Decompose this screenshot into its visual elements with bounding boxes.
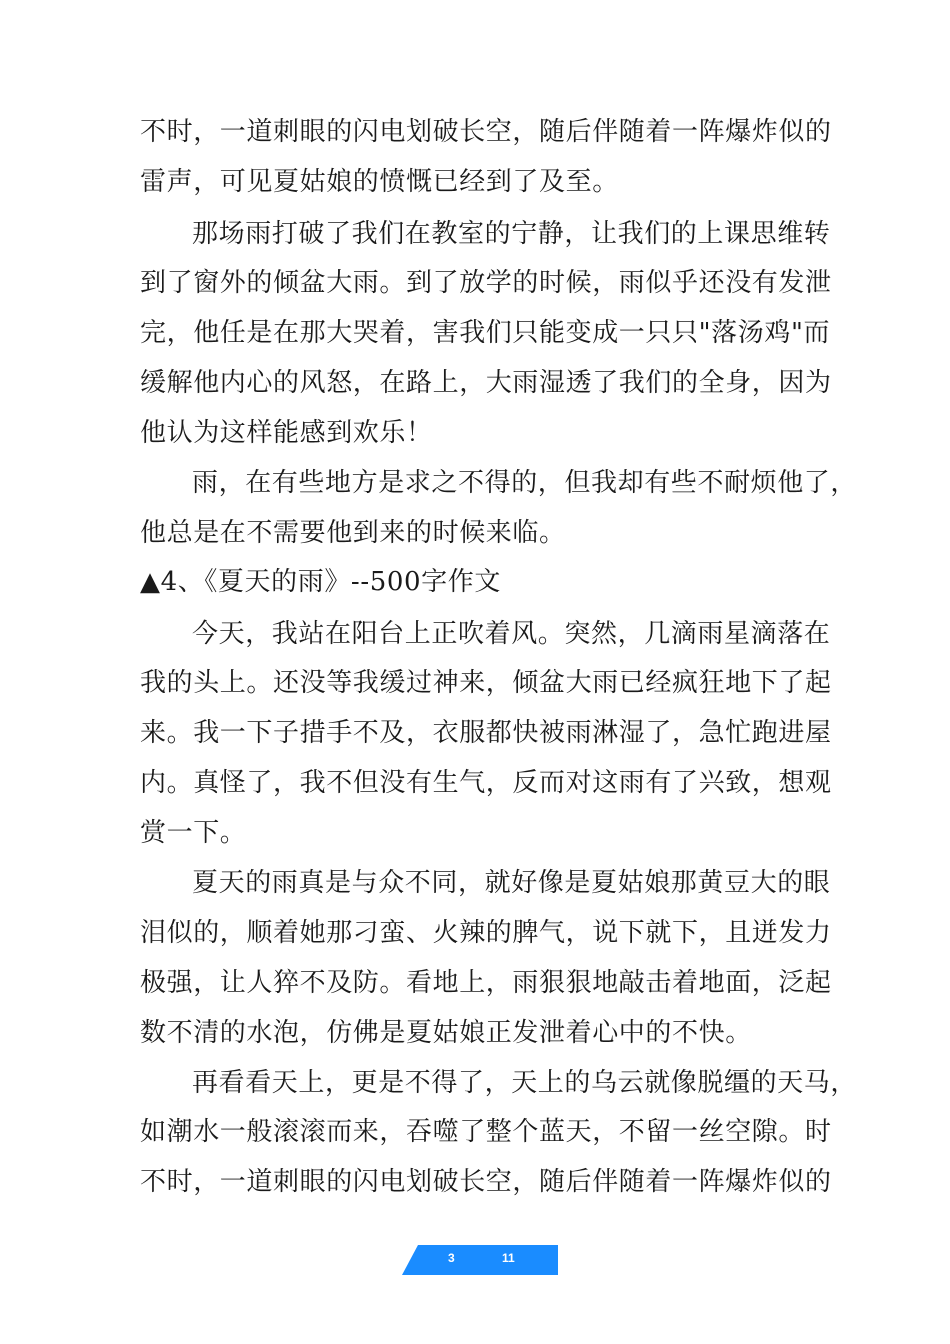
text-line: 内。真怪了，我不但没有生气，反而对这雨有了兴致，想观 [140, 768, 832, 798]
text-line: 如潮水一般滚滚而来，吞噬了整个蓝天，不留一丝空隙。时 [140, 1117, 832, 1147]
page-total: 11 [502, 1251, 515, 1265]
page-current: 3 [448, 1251, 455, 1265]
text-line: 今天，我站在阳台上正吹着风。突然，几滴雨星滴落在 [192, 619, 831, 649]
text-line: 他认为这样能感到欢乐！ [140, 418, 433, 448]
text-line: 雷声，可见夏姑娘的愤慨已经到了及至。 [140, 167, 619, 197]
text-line: 雨，在有些地方是求之不得的，但我却有些不耐烦他了， [192, 468, 858, 498]
text-line: 我的头上。还没等我缓过神来，倾盆大雨已经疯狂地下了起 [140, 668, 832, 698]
text-line: 极强，让人猝不及防。看地上，雨狠狠地敲击着地面，泛起 [140, 968, 832, 998]
text-line: 数不清的水泡，仿佛是夏姑娘正发泄着心中的不快。 [140, 1018, 752, 1048]
text-line: 那场雨打破了我们在教室的宁静，让我们的上课思维转 [192, 219, 831, 249]
text-line: 再看看天上，更是不得了，天上的乌云就像脱缰的天马， [192, 1068, 858, 1098]
text-line: 不时，一道刺眼的闪电划破长空，随后伴随着一阵爆炸似的 [140, 1167, 832, 1197]
text-line: 到了窗外的倾盆大雨。到了放学的时候，雨似乎还没有发泄 [140, 268, 832, 298]
text-line: 来。我一下子措手不及，衣服都快被雨淋湿了，急忙跑进屋 [140, 718, 832, 748]
page-badge-shape [400, 1245, 560, 1275]
section-heading: ▲4、《夏天的雨》--500字作文 [140, 567, 501, 597]
text-line: 他总是在不需要他到来的时候来临。 [140, 518, 566, 548]
text-line: 缓解他内心的风怒，在路上，大雨湿透了我们的全身，因为 [140, 368, 832, 398]
text-line: 泪似的，顺着她那刁蛮、火辣的脾气，说下就下，且迸发力 [140, 918, 832, 948]
page-number-badge [400, 1245, 560, 1275]
text-line: 不时，一道刺眼的闪电划破长空，随后伴随着一阵爆炸似的 [140, 117, 832, 147]
text-line: 赏一下。 [140, 818, 247, 848]
text-line: 完，他任是在那大哭着，害我们只能变成一只只"落汤鸡"而 [140, 318, 831, 348]
text-line: 夏天的雨真是与众不同，就好像是夏姑娘那黄豆大的眼 [192, 868, 831, 898]
